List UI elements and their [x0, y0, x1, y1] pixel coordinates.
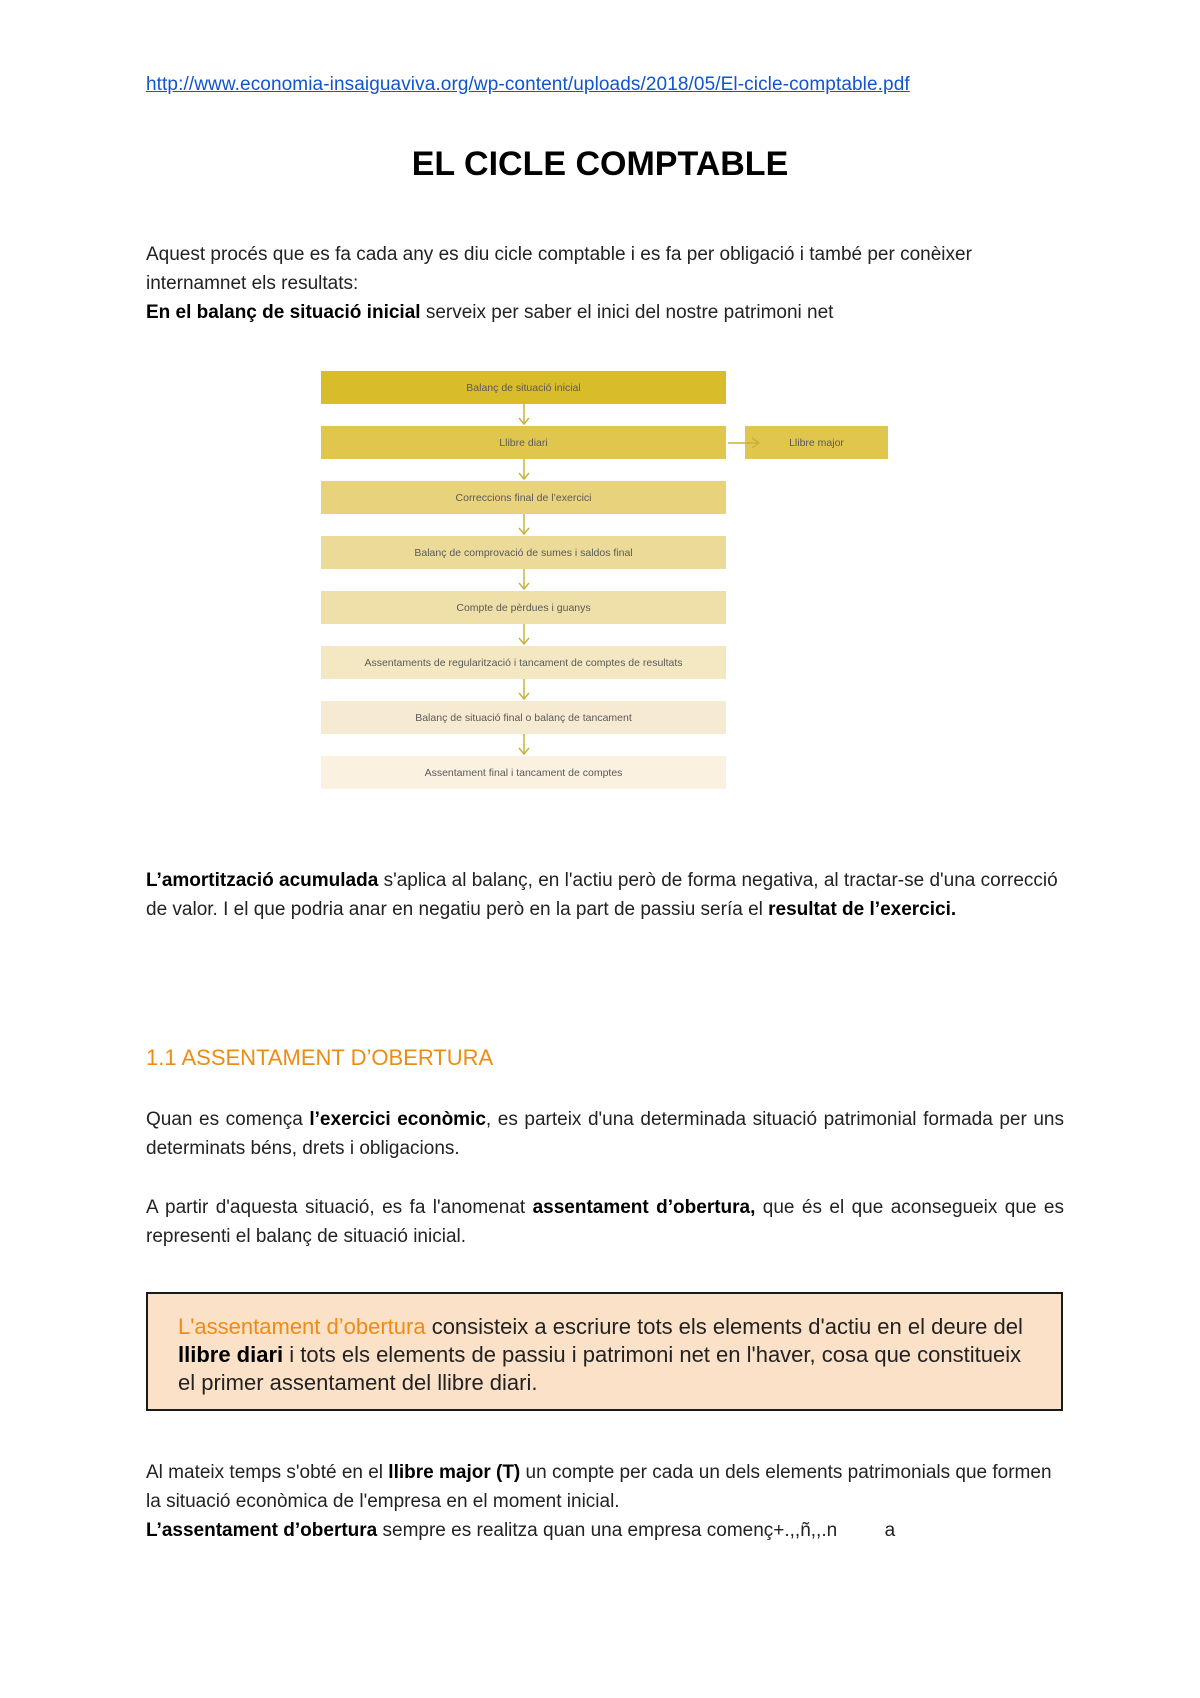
page-title: EL CICLE COMPTABLE — [411, 145, 789, 183]
obertura-text-1: A partir d'aquesta situació, es fa l'anomenat — [146, 1197, 533, 1218]
llibre-major-paragraph — [146, 1458, 1064, 1516]
source-link[interactable]: http://www.economia-insaiguaviva.org/wp-content/uploads/2018/05/El-cicle-comptable.pdf — [146, 74, 910, 95]
obertura-bold: assentament d’obertura, — [532, 1197, 756, 1218]
callout-text-2: i tots els elements de passiu i patrimoni net en l'haver, cosa que constitueix el primer assentament del llibre diari. — [178, 1342, 1022, 1395]
intro-bold: En el balanç de situació inicial — [146, 302, 421, 323]
callout-bold: llibre diari — [178, 1342, 284, 1367]
obertura-text-2: que és el que aconsegueix que es representi el balanç de situació inicial. — [146, 1197, 1064, 1247]
intro-text: Aquest procés que es fa cada any es diu cicle comptable i es fa per obligació i també per conèixer internamnet els resultats: — [146, 244, 972, 294]
final-text: sempre es realitza quan una empresa començ+.,,ñ,,.n a — [377, 1520, 896, 1541]
intro-paragraph — [146, 240, 1064, 327]
flow-step-5: Compte de pèrdues i guanys — [321, 591, 726, 624]
flow-arrow-down — [517, 734, 531, 755]
obertura-paragraph — [146, 1193, 1064, 1251]
major-bold: llibre major (T) — [388, 1462, 521, 1483]
intro-rest: serveix per saber el inici del nostre patrimoni net — [420, 302, 834, 323]
flow-step-6: Assentaments de regularització i tancament de comptes de resultats — [321, 646, 726, 679]
amortitzacio-bold: L’amortització acumulada — [146, 870, 379, 891]
amortitzacio-paragraph — [146, 866, 1064, 924]
resultat-bold: resultat de l’exercici. — [768, 899, 957, 920]
major-text-2: un compte per cada un dels elements patrimonials que formen la situació econòmica de l'empresa en el moment inicial. — [146, 1462, 1052, 1512]
flow-step-2: Llibre diari — [321, 426, 726, 459]
flow-arrow-down — [517, 459, 531, 480]
flow-arrow-down — [517, 679, 531, 700]
flow-side-step: Llibre major — [745, 426, 888, 459]
flow-step-8: Assentament final i tancament de comptes — [321, 756, 726, 789]
amortitzacio-text: s'aplica al balanç, en l'actiu però de forma negativa, al tractar-se d'una correcció de valor. I el que podria anar en negatiu però en la part de passiu sería el — [146, 870, 1058, 920]
flow-arrow-down — [517, 569, 531, 590]
exercici-text-2: , es parteix d'una determinada situació patrimonial formada per uns determinats béns, drets i obligacions. — [146, 1109, 1064, 1159]
flow-step-4: Balanç de comprovació de sumes i saldos final — [321, 536, 726, 569]
exercici-bold: l’exercici econòmic — [309, 1109, 486, 1130]
section-heading: 1.1 ASSENTAMENT D’OBERTURA — [146, 1045, 494, 1070]
flow-arrow-down — [517, 624, 531, 645]
flow-step-1: Balanç de situació inicial — [321, 371, 726, 404]
flow-step-7: Balanç de situació final o balanç de tancament — [321, 701, 726, 734]
flow-step-3: Correccions final de l’exercici — [321, 481, 726, 514]
flow-arrow-down — [517, 514, 531, 535]
callout-orange: L'assentament d’obertura — [178, 1314, 426, 1339]
exercici-paragraph — [146, 1105, 1064, 1163]
definition-callout — [146, 1292, 1063, 1411]
final-paragraph — [146, 1516, 1064, 1545]
callout-text-1: consisteix a escriure tots els elements d'actiu en el deure del — [425, 1314, 1023, 1339]
flow-arrow-right — [726, 436, 760, 450]
final-orange-bold: L’assentament d’obertura — [146, 1520, 378, 1541]
major-text-1: Al mateix temps s'obté en el — [146, 1462, 389, 1483]
flow-arrow-down — [517, 404, 531, 425]
exercici-text-1: Quan es comença — [146, 1109, 310, 1130]
callout-text — [178, 1313, 1038, 1397]
